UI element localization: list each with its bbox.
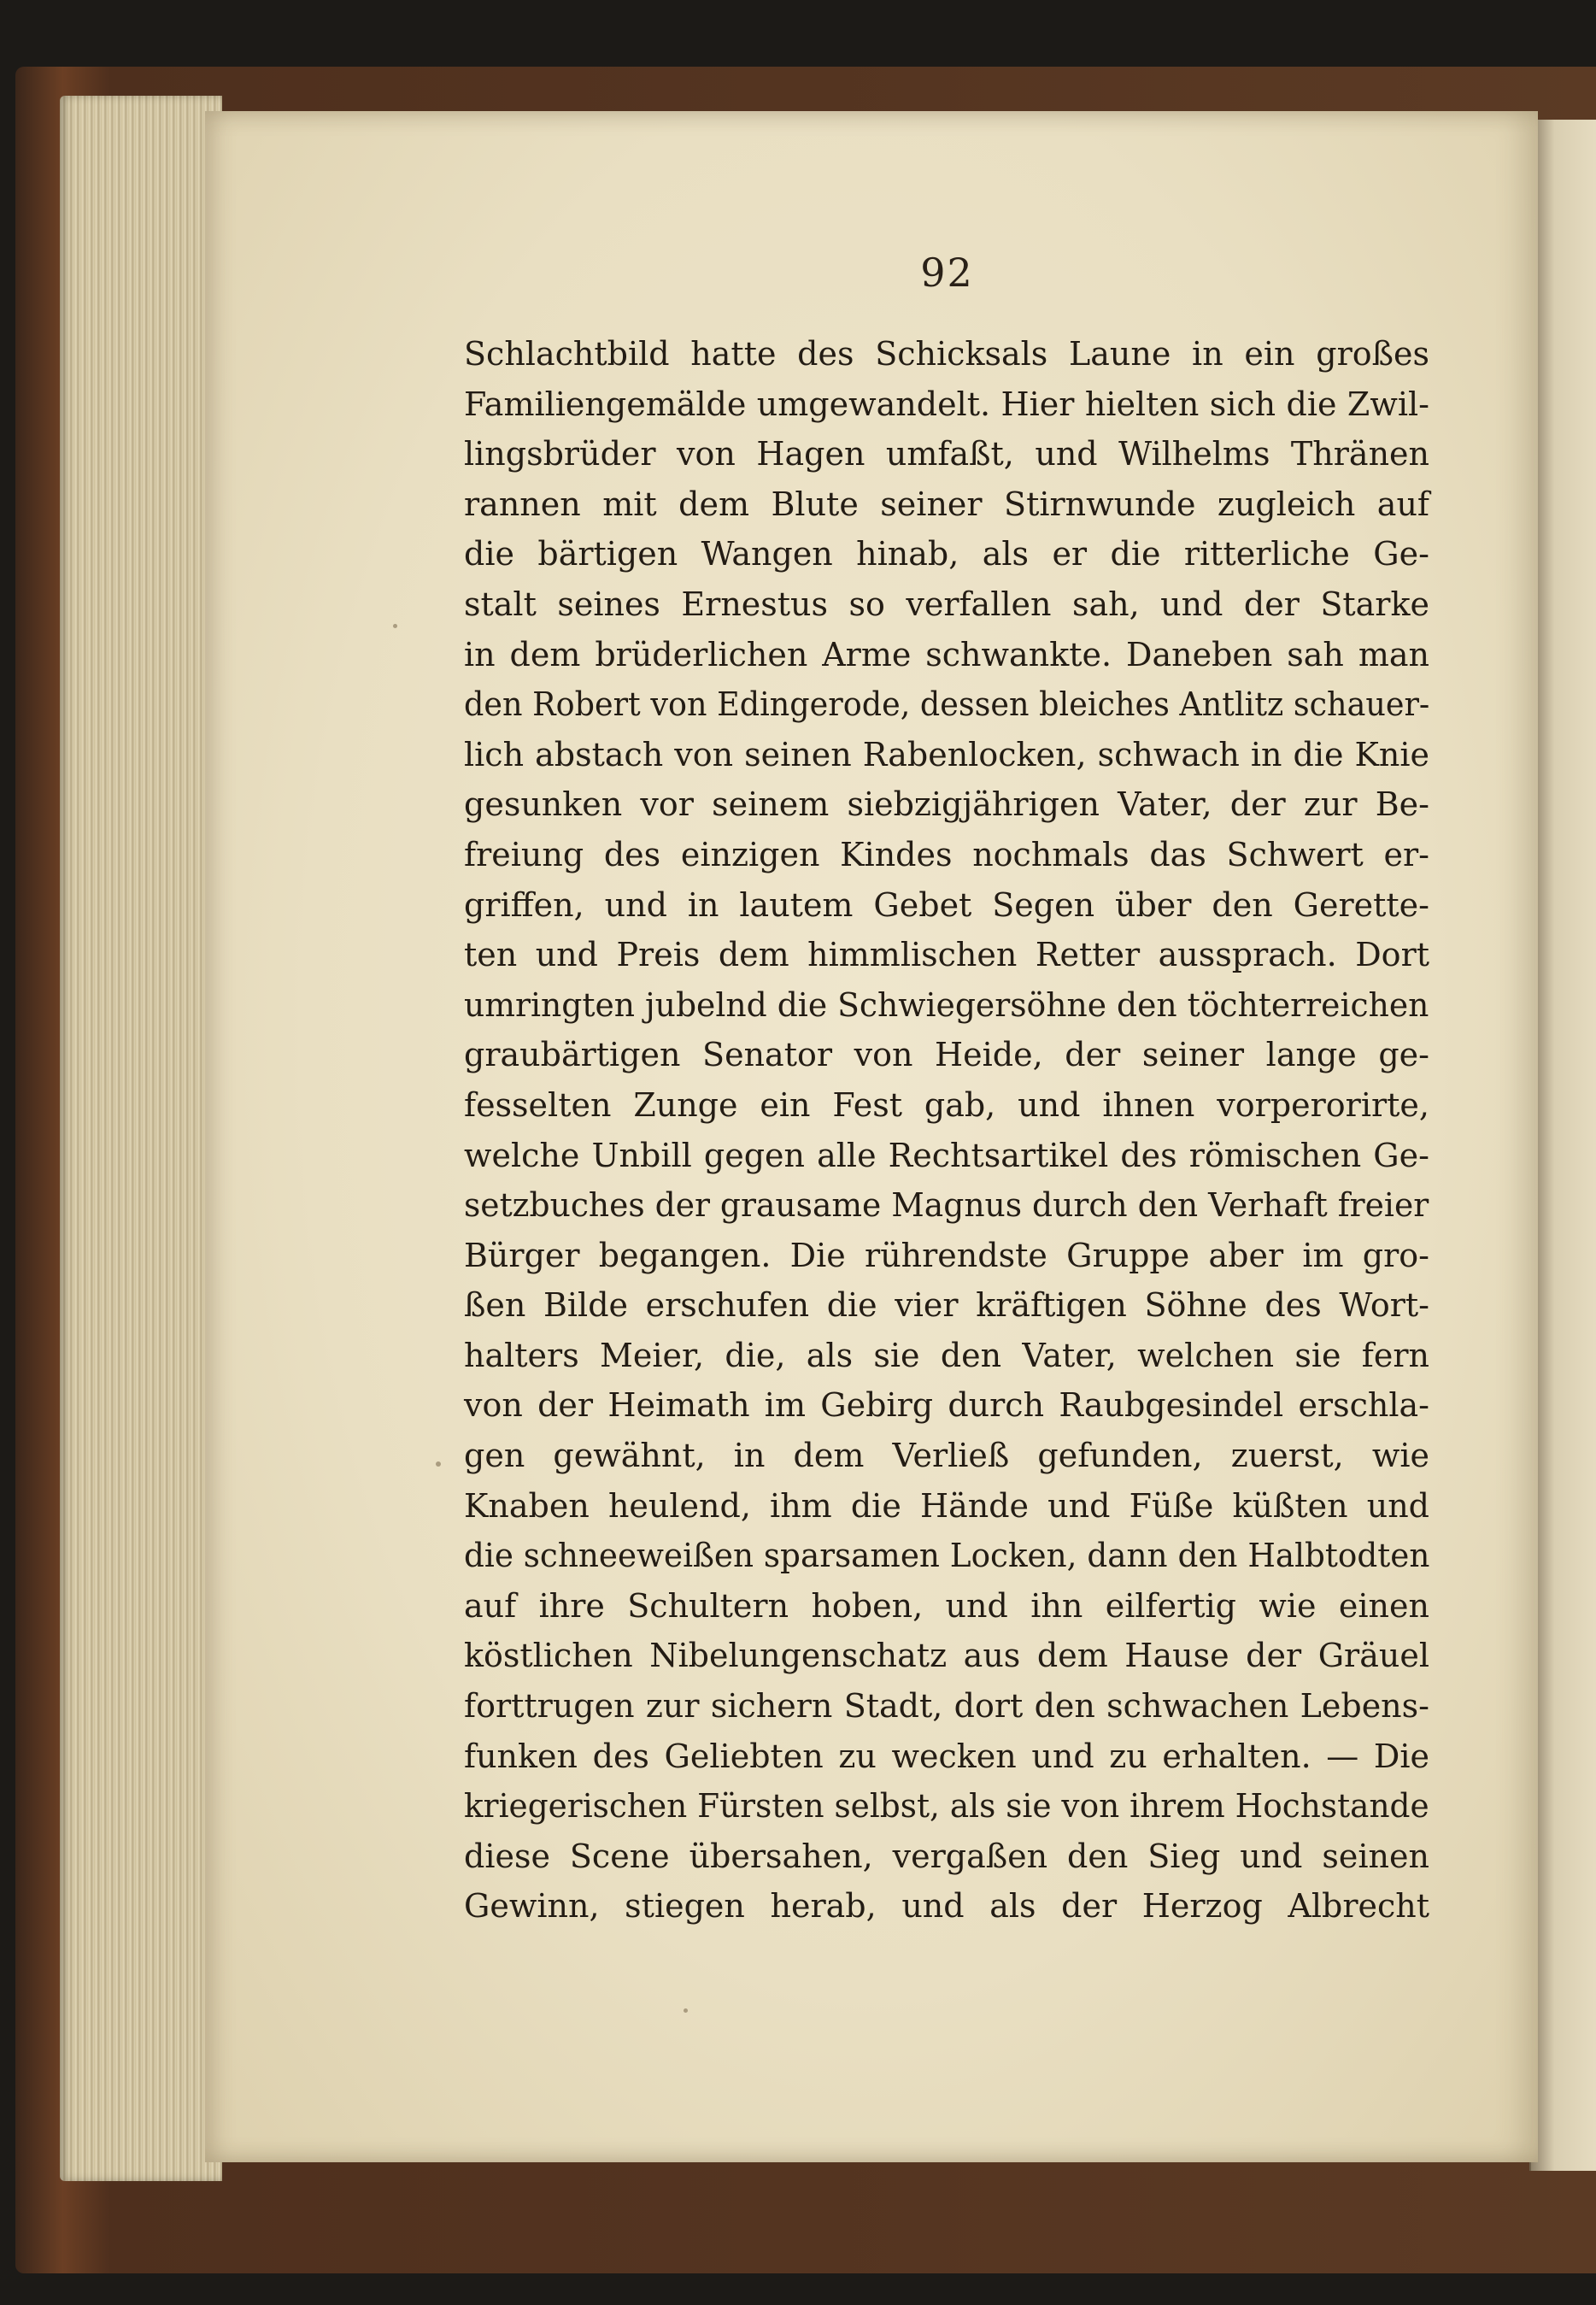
page-edges [60, 96, 222, 2181]
text-line: gen gewähnt, in dem Verließ gefunden, zuerst, wie [464, 1437, 1429, 1475]
text-line: freiung des einzigen Kindes nochmals das Schwert er- [464, 835, 1429, 873]
text-line: welche Unbill gegen alle Rechtsartikel des römischen Ge- [464, 1136, 1429, 1174]
paper-speck [436, 1461, 441, 1467]
text-line: auf ihre Schultern hoben, und ihn eilfertig wie einen [464, 1586, 1429, 1625]
text-line: rannen mit dem Blute seiner Stirnwunde zugleich auf [464, 485, 1429, 523]
text-line: halters Meier, die, als sie den Vater, welchen sie fern [464, 1336, 1429, 1374]
text-line: von der Heimath im Gebirg durch Raubgesindel erschla- [464, 1386, 1429, 1425]
text-line: stalt seines Ernestus so verfallen sah, und der Starke [464, 585, 1429, 623]
text-line: in dem brüderlichen Arme schwankte. Daneben sah man [464, 635, 1429, 673]
text-line: Gewinn, stiegen herab, und als der Herzog Albrecht [464, 1887, 1429, 1926]
facing-page-edge [1529, 120, 1596, 2171]
text-line: umringten jubelnd die Schwiegersöhne den töchterreichen [464, 985, 1429, 1024]
text-line: den Robert von Edingerode, dessen bleiches Antlitz schauer- [464, 685, 1430, 724]
text-line: gesunken vor seinem siebzigjährigen Vater, der zur Be- [464, 785, 1429, 824]
text-line: griffen, und in lautem Gebet Segen über den Gerette- [464, 885, 1429, 924]
text-line: lich abstach von seinen Rabenlocken, schwach in die Knie [464, 735, 1429, 773]
page-number: 92 [920, 250, 974, 296]
text-line: ßen Bilde erschufen die vier kräftigen Söhne des Wort- [464, 1286, 1429, 1325]
text-line: funken des Geliebten zu wecken und zu erhalten. — Die [464, 1737, 1429, 1775]
text-line: fesselten Zunge ein Fest gab, und ihnen vorperorirte, [464, 1085, 1429, 1124]
text-line: forttrugen zur sichern Stadt, dort den schwachen Lebens- [464, 1687, 1429, 1726]
text-line: graubärtigen Senator von Heide, der seiner lange ge- [464, 1036, 1429, 1074]
text-line: setzbuches der grausame Magnus durch den Verhaft freier [464, 1186, 1429, 1225]
paper-speck [684, 2008, 688, 2013]
text-line: Familiengemälde umgewandelt. Hier hielten sich die Zwil- [464, 385, 1429, 423]
text-line: köstlichen Nibelungenschatz aus dem Hause der Gräuel [464, 1637, 1429, 1675]
body-text [464, 329, 1429, 1932]
text-line: ten und Preis dem himmlischen Retter aussprach. Dort [464, 936, 1429, 974]
text-line: die schneeweißen sparsamen Locken, dann den Halbtodten [464, 1537, 1430, 1575]
paper-speck [393, 624, 397, 628]
text-line: die bärtigen Wangen hinab, als er die ritterliche Ge- [464, 535, 1429, 573]
text-line: diese Scene übersahen, vergaßen den Sieg und seinen [464, 1837, 1429, 1875]
text-line: Knaben heulend, ihm die Hände und Füße küßten und [464, 1486, 1429, 1525]
text-line: Schlachtbild hatte des Schicksals Laune in ein großes [464, 335, 1429, 373]
text-line: kriegerischen Fürsten selbst, als sie von ihrem Hochstande [464, 1787, 1429, 1826]
text-line: Bürger begangen. Die rührendste Gruppe aber im gro- [464, 1236, 1429, 1274]
text-line: lingsbrüder von Hagen umfaßt, und Wilhelms Thränen [464, 435, 1429, 473]
